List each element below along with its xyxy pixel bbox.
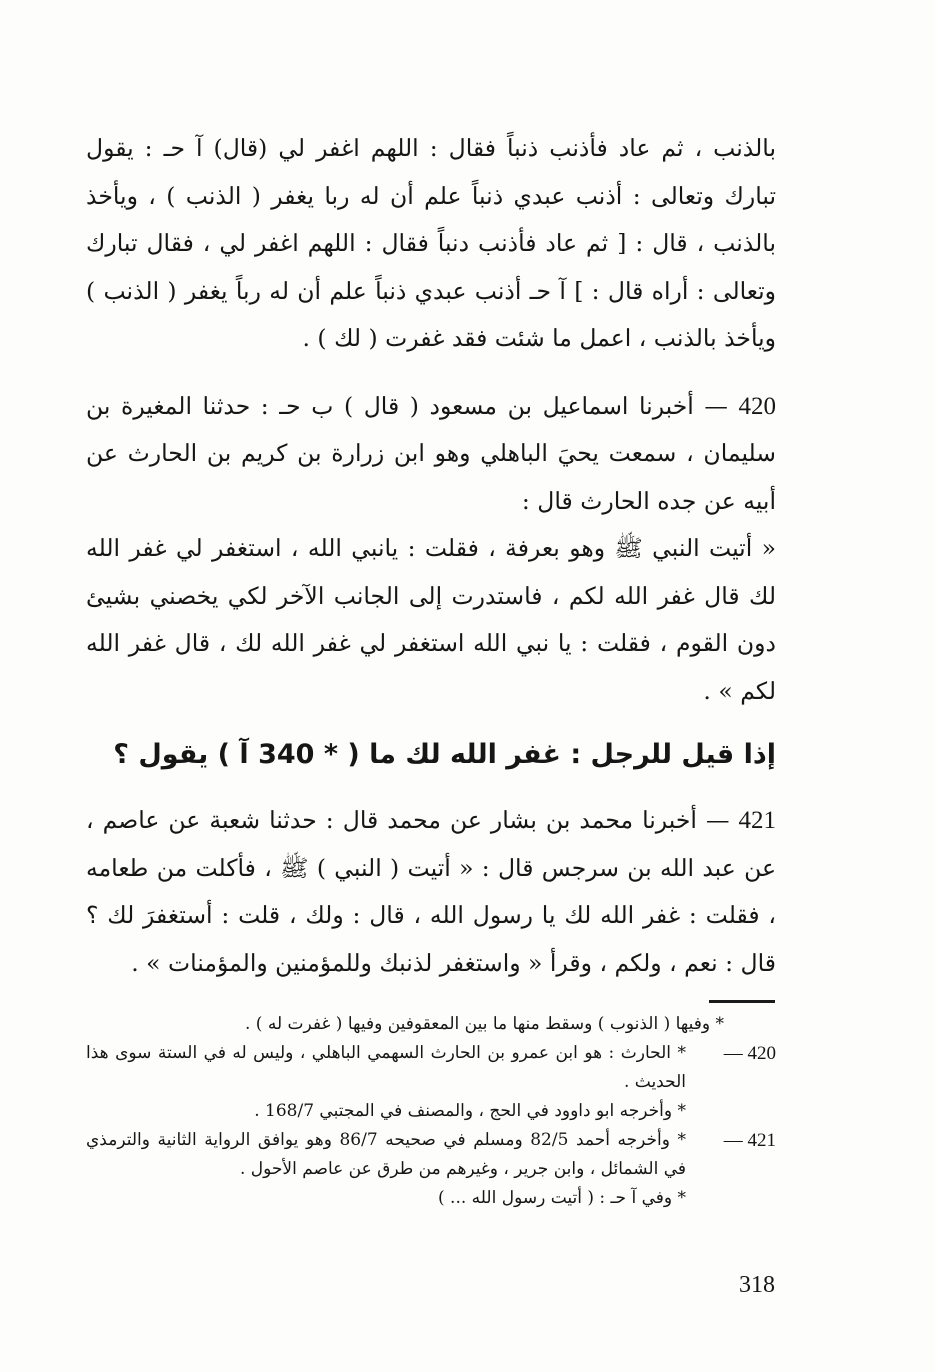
- hadith-421-text: — أخبرنا محمد بن بشار عن محمد قال : حدثنا شعبة عن عاصم ، عن عبد الله بن سرجس قال : « أتيت ( النبي ) ﷺ ، فأكلت من طعامه ، فقلت : غفر الله لك يا رسول الله ، قال : ولك ، قلت : أستغفرَ لك ؟ قال : نعم ، ولكم ، وقرأ « واستغفر لذنبك وللمؤمنين والمؤمنات » .: [86, 806, 776, 977]
- footnote-5: * وفي آ حـ : ( أتيت رسول الله ... ): [438, 1188, 686, 1208]
- page-number: 318: [739, 1272, 775, 1298]
- footnote-number-421: 421 —: [723, 1130, 776, 1151]
- footnote-separator: [709, 1000, 775, 1003]
- paragraph-hadith-421: [86, 797, 776, 987]
- hadith-420-isnad: — أخبرنا اسماعيل بن مسعود ( قال ) ب حـ : حدثنا المغيرة بن سليمان ، سمعت يحيَ الباهلي وهو ابن زرارة بن كريم بن الحارث عن أبيه عن جده الحارث قال :: [86, 391, 776, 515]
- hadith-number-421: 421: [738, 807, 776, 834]
- footnote-420: 420 — * الحارث : هو ابن عمرو بن الحارث السهمي الباهلي ، وليس له في الستة سوى هذا الحديث .: [86, 1039, 776, 1097]
- footnote-1: * وفيها ( الذنوب ) وسقط منها ما بين المعقوفين وفيها ( غفرت له ) .: [244, 1014, 724, 1034]
- footnote-number-420: 420 —: [723, 1043, 776, 1064]
- paragraph-hadith-continuation: بالذنب ، ثم عاد فأذنب ذنباً فقال : اللهم اغفر لي (قال) آ حـ : يقول تبارك وتعالى : أذنب عبدي ذنباً علم أن له ربا يغفر ( الذنب ) ، ويأخذ بالذنب ، قال : [ ثم عاد فأذنب دنباً فقال : اللهم اغفر لي ، فقال تبارك وتعالى : أراه قال : ] آ حـ أذنب عبدي ذنباً علم أن له رباً يغفر ( الذنب ) ويأخذ بالذنب ، اعمل ما شئت فقد غفرت ( لك ) .: [86, 134, 776, 352]
- main-text: [86, 125, 776, 987]
- paragraph-hadith-420: [86, 383, 776, 526]
- paragraph-hadith-420-matn: « أتيت النبي ﷺ وهو بعرفة ، فقلت : يانبي الله ، استغفر لي غفر الله لك قال غفر الله لكم ، فاستدرت إلى الجانب الآخر لكي يخصني بشيئ دون القوم ، فقلت : يا نبي الله استغفر لي غفر الله لك ، قال غفر الله لكم » .: [86, 534, 776, 705]
- footnotes: [86, 1010, 776, 1213]
- chapter-heading: إذا قيل للرجل : غفر الله لك ما ( * 340 آ ) يقول ؟: [113, 739, 776, 770]
- footnote-421: 421 — * وأخرجه أحمد 82/5 ومسلم في صحيحه 86/7 وهو يوافق الرواية الثانية والترمذي في الشمائل ، وابن جرير ، وغيرهم من طرق عن عاصم الأحول .: [86, 1126, 776, 1184]
- hadith-number-420: 420: [738, 392, 776, 420]
- footnote-3: * وأخرجه ابو داوود في الحج ، والمصنف في المجتبي 168/7 .: [254, 1101, 686, 1121]
